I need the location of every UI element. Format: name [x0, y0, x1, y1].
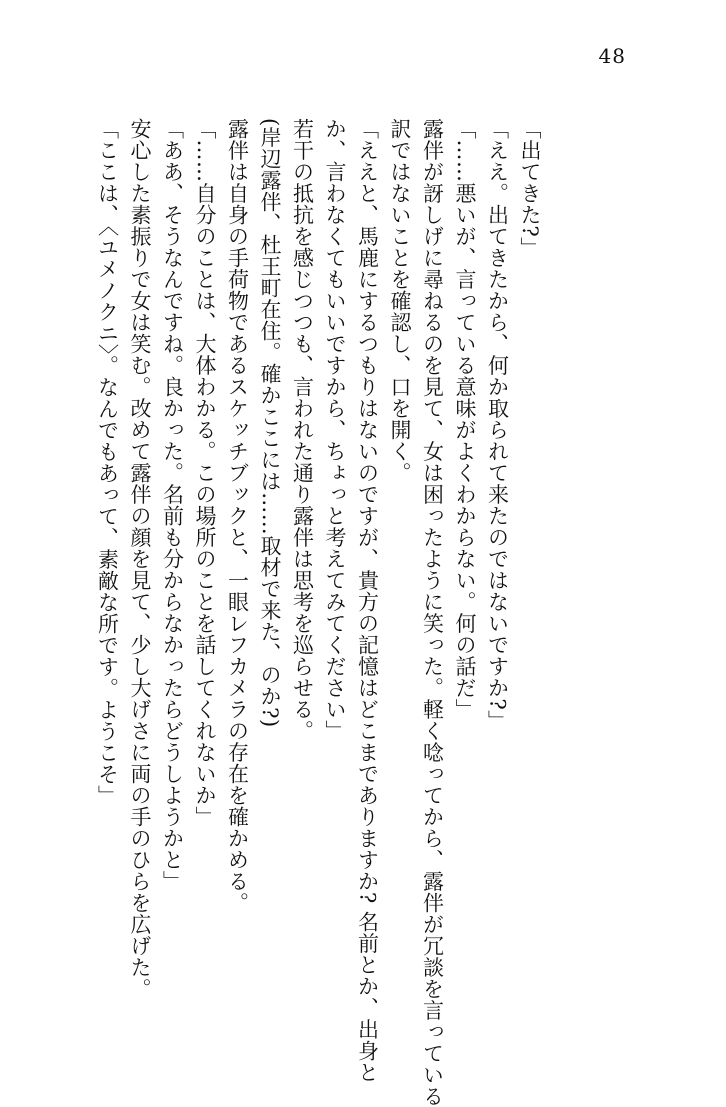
text-line: 「ここは、〈ユメノクニ〉。なんでもあって、素敵な所です。ようこそ」 — [95, 118, 120, 807]
text-line: 若干の抵抗を感じつつも、言われた通り露伴は思考を巡らせる。 — [290, 118, 315, 742]
text-line: 「……自分のことは、大体わかる。この場所のことを話してくれないか」 — [193, 118, 217, 828]
vertical-text-body — [91, 118, 546, 1107]
text-line: 露伴が訝しげに尋ねるのを見て、女は困ったように笑った。軽く唸ってから、露伴が冗談を言っている — [420, 118, 445, 1107]
text-line: (岸辺露伴、杜王町在住。確かここには……取材で来た、のか?) — [258, 118, 282, 728]
text-line: 露伴は自身の手荷物であるスケッチブックと、一眼レフカメラの存在を確かめる。 — [225, 118, 250, 914]
text-line: 安心した素振りで女は笑む。改めて露伴の顔を見て、少し大げさに両の手のひらを広げた。 — [128, 118, 152, 1000]
text-line: か、言わなくてもいいですから、ちょっと考えてみてください」 — [323, 118, 347, 742]
text-line: 「ええ。出てきたから、何か取られて来たのではないですか?」 — [485, 118, 510, 732]
text-line: 「ああ、そうなんですね。良かった。名前も分からなかったらどうしようかと」 — [160, 118, 185, 892]
text-line: 訳ではないことを確認し、口を開く。 — [388, 118, 412, 484]
page-number: 48 — [598, 44, 626, 68]
text-line: 「ええと、馬鹿にするつもりはないのですが、貴方の記憶はどこまでありますか? 名前とか、出身と — [355, 118, 380, 1083]
text-line: 「……悪いが、言っている意味がよくわからない。何の話だ」 — [453, 118, 477, 720]
text-line: 「出てきた?」 — [518, 118, 542, 259]
